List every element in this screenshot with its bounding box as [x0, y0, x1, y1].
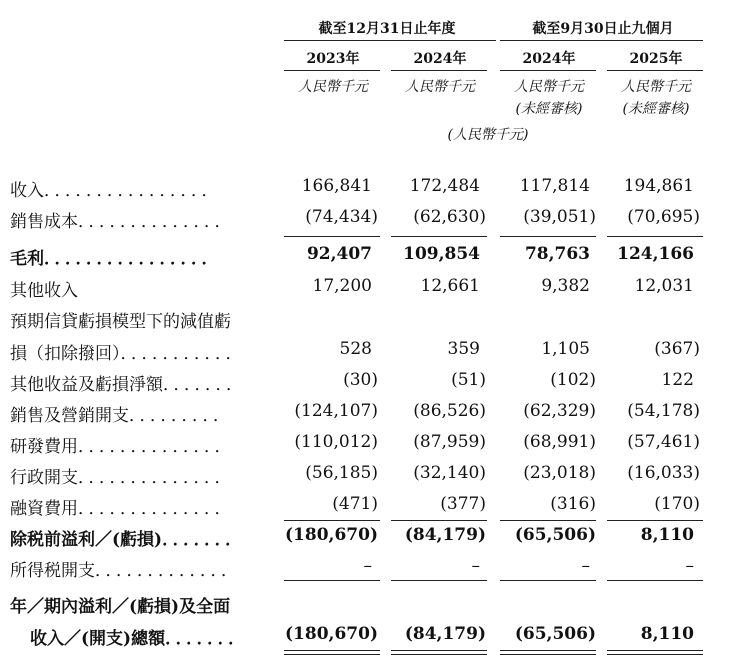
cell-other-income-2024-9m: 9,382 [541, 276, 590, 296]
cell-rnd-2024: (87,959) [413, 432, 486, 452]
row-label-rnd: 研發費用．．．．．．．．．．．．．． [10, 437, 234, 457]
cell-selling-2024-9m: (62,329) [523, 401, 596, 421]
cell-revenue-2024: 172,484 [409, 176, 480, 196]
cell-revenue-2025-9m: 194,861 [623, 176, 694, 196]
cell-other-income-2025-9m: 12,031 [634, 276, 694, 296]
year-header-1: 2023年 [306, 51, 360, 67]
cell-admin-2024-9m: (23,018) [523, 463, 596, 483]
cell-pbt-2025-9m: 8,110 [640, 525, 694, 545]
row-label-revenue: 收入．．．．．．．．．．．．．．．． [10, 181, 221, 201]
year-rule-4 [607, 70, 703, 71]
row-label-cost-of-sales: 銷售成本．．．．．．．．．．．．．． [10, 212, 234, 232]
double-rule-bottom-3 [500, 654, 596, 655]
cell-selling-2025-9m: (54,178) [627, 401, 700, 421]
year-header-4: 2025年 [629, 51, 683, 67]
year-rule-1 [284, 70, 380, 71]
cell-total-2024: (84,179) [404, 624, 486, 644]
header-group-year-ended: 截至12月31日止年度 [318, 21, 456, 37]
year-rule-2 [391, 70, 487, 71]
rule-subtotal-4 [607, 236, 703, 237]
cell-gross-profit-2024-9m: 78,763 [524, 244, 590, 264]
row-label-ecl-line2: 損（扣除撥回）．．．．．．．．．．． [10, 344, 245, 364]
cell-admin-2025-9m: (16,033) [627, 463, 700, 483]
cell-revenue-2024-9m: 117,814 [519, 176, 590, 196]
cell-other-gains-2025-9m: 122 [661, 370, 694, 390]
cell-other-income-2024: 12,661 [420, 276, 480, 296]
rule-subtotal-2 [391, 236, 487, 237]
rule-pbt-1 [284, 520, 380, 521]
cell-other-gains-2024: (51) [451, 370, 486, 390]
unaudited-label-2: (未經審核) [622, 101, 690, 117]
year-header-3: 2024年 [522, 51, 576, 67]
row-label-profit-before-tax: 除税前溢利／(虧損)．．．．．．． [10, 530, 245, 550]
rule-profit-4 [607, 580, 703, 581]
double-rule-bottom-4 [607, 654, 703, 655]
rule-subtotal-3 [500, 236, 596, 237]
rule-profit-2 [391, 580, 487, 581]
cell-cost-2025-9m: (70,695) [627, 207, 700, 227]
cell-ecl-2023: 528 [339, 339, 372, 359]
rule-profit-3 [500, 580, 596, 581]
double-rule-top-2 [391, 650, 487, 651]
cell-total-2023: (180,670) [285, 624, 378, 644]
row-label-total-line2: 收入／(開支)總額．．．．．．． [30, 629, 248, 649]
row-label-ecl-line1: 預期信貸虧損模型下的減值虧 [10, 312, 231, 332]
row-label-selling-expenses: 銷售及營銷開支．．．．．．．．． [10, 406, 232, 426]
cell-rnd-2024-9m: (68,991) [523, 432, 596, 452]
cell-tax-2025-9m: – [685, 556, 694, 576]
cell-ecl-2024: 359 [447, 339, 480, 359]
row-label-gross-profit: 毛利．．．．．．．．．．．．．．．． [10, 249, 221, 269]
double-rule-top-4 [607, 650, 703, 651]
rule-pbt-2 [391, 520, 487, 521]
header-rule-group2 [500, 40, 703, 41]
cell-tax-2024-9m: – [581, 556, 590, 576]
cell-gross-profit-2025-9m: 124,166 [617, 244, 694, 264]
double-rule-bottom-2 [391, 654, 487, 655]
cell-finance-2024-9m: (316) [550, 494, 596, 514]
cell-gross-profit-2024: 109,854 [403, 244, 480, 264]
unit-note: (人民幣千元) [447, 127, 529, 143]
cell-other-gains-2024-9m: (102) [550, 370, 596, 390]
cell-total-2025-9m: 8,110 [640, 624, 694, 644]
cell-finance-2023: (471) [332, 494, 378, 514]
currency-header-1: 人民幣千元 [298, 79, 368, 95]
cell-pbt-2023: (180,670) [285, 525, 378, 545]
cell-tax-2024: – [471, 556, 480, 576]
cell-selling-2024: (86,526) [413, 401, 486, 421]
cell-selling-2023: (124,107) [294, 401, 378, 421]
cell-finance-2025-9m: (170) [654, 494, 700, 514]
rule-profit-1 [284, 580, 380, 581]
rule-pbt-3 [500, 520, 596, 521]
cell-gross-profit-2023: 92,407 [306, 244, 372, 264]
header-group-nine-months: 截至9月30日止九個月 [532, 21, 674, 37]
cell-other-gains-2023: (30) [343, 370, 378, 390]
row-label-total-line1: 年／期內溢利／(虧損)及全面 [10, 597, 231, 617]
unaudited-label-1: (未經審核) [515, 101, 583, 117]
cell-other-income-2023: 17,200 [312, 276, 372, 296]
rule-pbt-4 [607, 520, 703, 521]
row-label-finance-costs: 融資費用．．．．．．．．．．．．．． [10, 499, 234, 519]
rule-subtotal-1 [284, 236, 380, 237]
cell-rnd-2025-9m: (57,461) [627, 432, 700, 452]
cell-cost-2023: (74,434) [305, 207, 378, 227]
cell-pbt-2024: (84,179) [404, 525, 486, 545]
currency-header-3: 人民幣千元 [514, 79, 584, 95]
double-rule-top-1 [284, 650, 380, 651]
cell-revenue-2023: 166,841 [301, 176, 372, 196]
row-label-other-income: 其他收入 [10, 281, 78, 301]
row-label-income-tax: 所得税開支．．．．．．．．．．．．． [10, 561, 240, 581]
cell-pbt-2024-9m: (65,506) [514, 525, 596, 545]
cell-ecl-2025-9m: (367) [654, 339, 700, 359]
cell-finance-2024: (377) [440, 494, 486, 514]
cell-cost-2024: (62,630) [413, 207, 486, 227]
year-header-2: 2024年 [413, 51, 467, 67]
cell-admin-2023: (56,185) [305, 463, 378, 483]
cell-ecl-2024-9m: 1,105 [541, 339, 590, 359]
year-rule-3 [500, 70, 596, 71]
row-label-other-gains: 其他收益及虧損淨額．．．．．．． [10, 375, 245, 395]
double-rule-top-3 [500, 650, 596, 651]
double-rule-bottom-1 [284, 654, 380, 655]
cell-rnd-2023: (110,012) [294, 432, 378, 452]
row-label-admin-expenses: 行政開支．．．．．．．．．．．．．． [10, 468, 234, 488]
cell-total-2024-9m: (65,506) [514, 624, 596, 644]
cell-tax-2023: – [363, 556, 372, 576]
cell-cost-2024-9m: (39,051) [523, 207, 596, 227]
currency-header-2: 人民幣千元 [405, 79, 475, 95]
currency-header-4: 人民幣千元 [621, 79, 691, 95]
cell-admin-2024: (32,140) [413, 463, 486, 483]
header-rule-group1 [284, 40, 496, 41]
